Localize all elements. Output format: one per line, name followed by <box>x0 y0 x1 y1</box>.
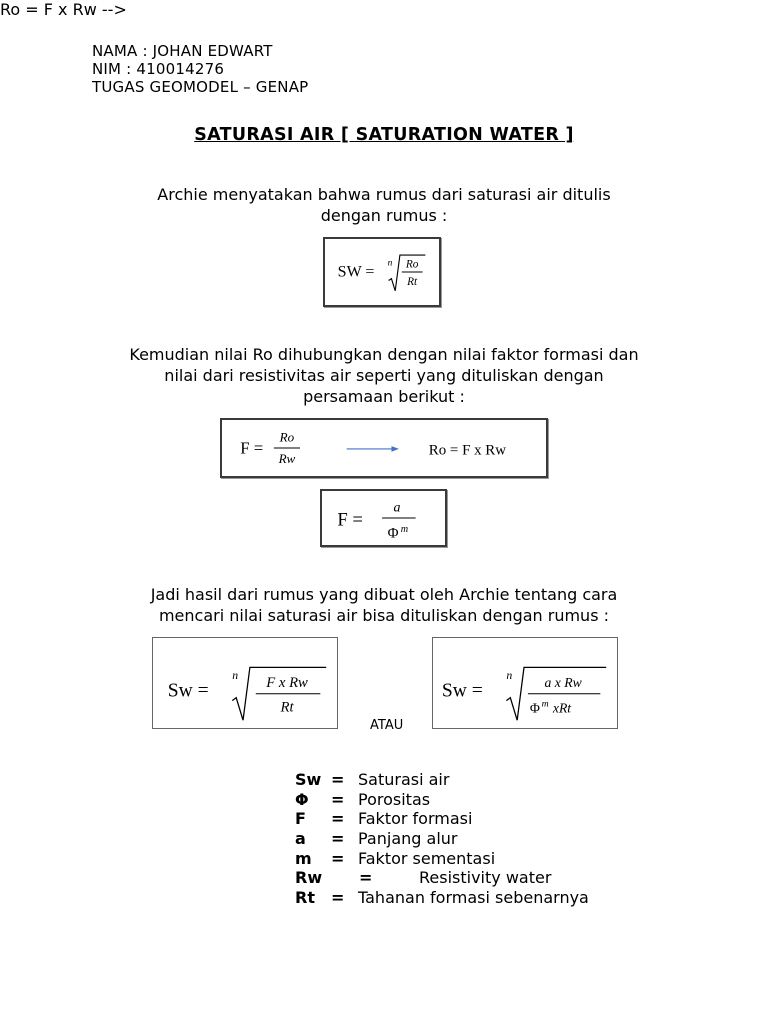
legend-description: Resistivity water <box>419 868 552 888</box>
legend-symbol: F <box>295 809 306 829</box>
paragraph-archie <box>60 184 708 226</box>
equation-sw-full <box>432 637 618 729</box>
eq1-denominator: Rt <box>407 276 418 289</box>
legend-symbol: Rw <box>295 868 323 888</box>
eq5-root-index: n <box>506 669 513 683</box>
legend-symbol: m <box>295 848 312 868</box>
eq3-den-base: Φ <box>387 525 399 542</box>
legend-equals: = <box>331 789 345 809</box>
eq5-den-tail: xRt <box>549 700 572 716</box>
paragraph-line: persamaan berikut : <box>303 387 465 406</box>
legend-equals: = <box>331 809 345 829</box>
legend-description: Faktor sementasi <box>358 848 496 868</box>
equation-sw-basic <box>323 237 441 307</box>
paragraph-line: mencari nilai saturasi air bisa dituliskan dengan rumus : <box>158 606 610 625</box>
legend-equals: = <box>331 888 345 908</box>
eq2-lhs: F = <box>240 438 264 458</box>
equation-sw-with-f <box>152 637 338 729</box>
legend-symbol: Φ <box>295 789 309 809</box>
legend-description: Tahanan formasi sebenarnya <box>358 888 589 908</box>
atau-label: ATAU <box>370 718 404 733</box>
legend-equals: = <box>331 770 345 789</box>
paragraph-line: nilai dari resistivitas air seperti yang dituliskan dengan <box>164 366 604 385</box>
eq4-denominator: Rt <box>280 699 294 716</box>
legend-equals: = <box>359 868 373 888</box>
legend-equals: = <box>331 829 345 849</box>
legend-description: Panjang alur <box>358 829 458 849</box>
arrow-right-icon <box>347 446 399 452</box>
eq1-lhs: SW = <box>337 263 375 281</box>
paragraph-line: dengan rumus : <box>320 206 448 225</box>
eq3-numerator: a <box>393 500 401 516</box>
legend-description: Saturasi air <box>358 770 450 789</box>
paragraph-line: Kemudian nilai Ro dihubungkan dengan nilai faktor formasi dan <box>129 345 639 364</box>
eq5-den-base: Φ <box>529 700 540 716</box>
student-name: NAMA : JOHAN EDWART <box>92 42 273 60</box>
eq5-numerator: a x Rw <box>544 674 582 690</box>
paragraph-ro-relation <box>60 344 708 407</box>
paragraph-result <box>60 584 708 626</box>
eq5-den-exp: m <box>541 698 549 710</box>
eq3-lhs: F = <box>337 509 363 531</box>
legend-description: Porositas <box>358 789 431 809</box>
equation-formation-factor-porosity <box>320 489 447 547</box>
eq4-lhs: Sw = <box>167 680 209 702</box>
paragraph-line: Jadi hasil dari rumus yang dibuat oleh Archie tentang cara <box>150 585 618 604</box>
eq3-den-exp: m <box>400 523 409 535</box>
equation-formation-factor-ro <box>220 418 548 478</box>
eq1-numerator: Ro <box>405 258 419 271</box>
eq4-root-index: n <box>232 669 239 683</box>
eq5-lhs: Sw = <box>441 680 483 702</box>
student-nim: NIM : 410014276 <box>92 60 225 78</box>
legend-description: Faktor formasi <box>358 809 473 829</box>
legend-symbol: Sw <box>295 770 322 789</box>
paragraph-line: Archie menyatakan bahwa rumus dari saturasi air ditulis <box>157 185 611 204</box>
eq2-denominator: Rw <box>278 450 296 466</box>
legend-symbol: Rt <box>295 888 315 908</box>
eq4-numerator: F x Rw <box>266 674 308 691</box>
legend-equals: = <box>331 848 345 868</box>
eq2-numerator: Ro <box>279 429 295 445</box>
eq1-root-index: n <box>387 258 393 269</box>
page-title: SATURASI AIR [ SATURATION WATER ] <box>194 125 574 145</box>
eq2-rhs: Ro = F x Rw <box>428 442 507 459</box>
task-label: TUGAS GEOMODEL – GENAP <box>92 78 309 96</box>
legend-symbol: a <box>295 829 306 849</box>
